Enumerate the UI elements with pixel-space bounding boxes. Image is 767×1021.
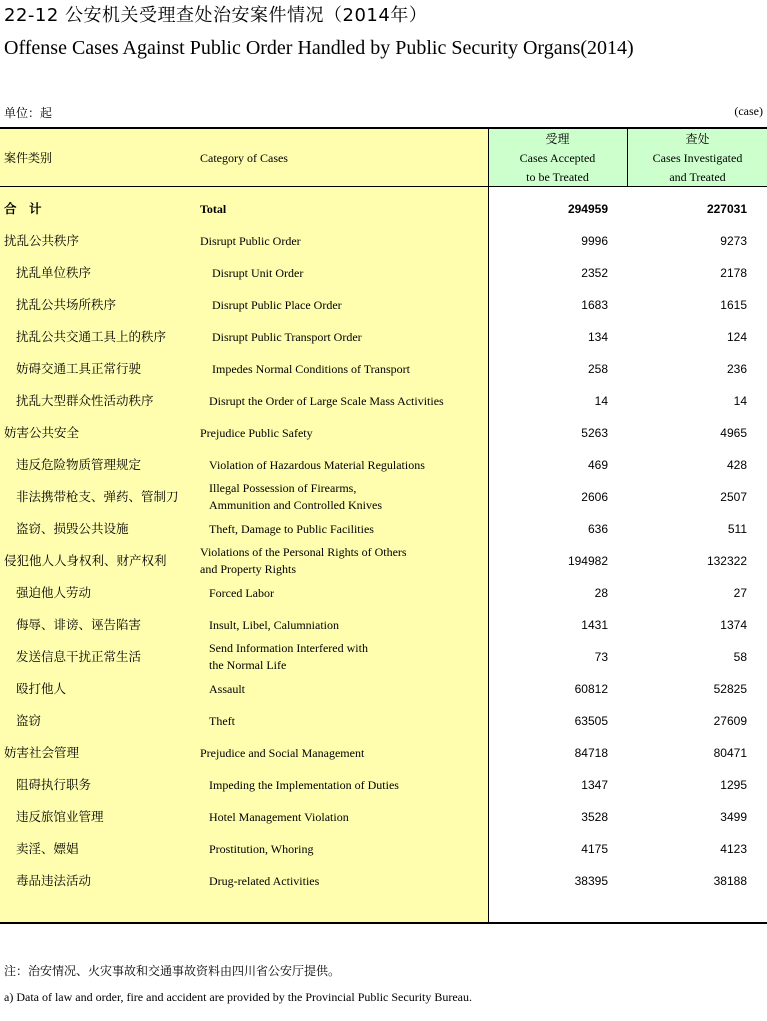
category-english: Assault xyxy=(209,681,245,696)
category-english: Drug-related Activities xyxy=(209,873,320,888)
cases-accepted-value: 63505 xyxy=(574,714,608,728)
cases-accepted-value: 9996 xyxy=(581,234,608,248)
page-title-chinese: 22-12 公安机关受理查处治安案件情况（2014年） xyxy=(4,5,428,26)
unit-label-chinese: 单位：起 xyxy=(4,106,53,120)
category-english: Disrupt the Order of Large Scale Mass Activities xyxy=(209,393,444,408)
footnote-english: a) Data of law and order, fire and accident are provided by the Provincial Public Security Bureau. xyxy=(4,990,473,1004)
category-chinese: 强迫他人劳动 xyxy=(16,585,92,600)
cases-table xyxy=(0,127,767,924)
cases-accepted-value: 194982 xyxy=(567,554,608,568)
table-row xyxy=(0,385,767,417)
cases-accepted-value: 14 xyxy=(594,394,608,408)
category-english: Disrupt Public Order xyxy=(200,233,301,248)
header-treated-english-1: Cases Investigated xyxy=(652,151,743,165)
cases-treated-value: 236 xyxy=(726,362,747,376)
cases-treated-value: 132322 xyxy=(706,554,747,568)
header-treated-english-2: and Treated xyxy=(669,170,726,184)
table-row xyxy=(0,833,767,865)
table-row xyxy=(0,193,767,225)
category-chinese: 侮辱、诽谤、诬告陷害 xyxy=(16,617,142,632)
category-english: Forced Labor xyxy=(209,585,274,600)
category-chinese: 合 计 xyxy=(4,201,42,216)
cases-treated-value: 27 xyxy=(733,586,747,600)
cases-accepted-value: 469 xyxy=(587,458,608,472)
cases-treated-value: 428 xyxy=(726,458,747,472)
cases-accepted-value: 2606 xyxy=(581,490,608,504)
cases-accepted-value: 60812 xyxy=(574,682,608,696)
table-row xyxy=(0,769,767,801)
category-chinese: 卖淫、嫖娼 xyxy=(16,841,79,856)
cases-accepted-value: 2352 xyxy=(581,266,608,280)
cases-accepted-value: 258 xyxy=(587,362,608,376)
cases-treated-value: 227031 xyxy=(706,202,747,216)
category-chinese: 盗窃、损毁公共设施 xyxy=(16,521,129,536)
header-accepted-english-2: to be Treated xyxy=(526,170,589,184)
cases-accepted-value: 1347 xyxy=(581,778,608,792)
category-chinese: 毒品违法活动 xyxy=(16,873,92,888)
cases-treated-value: 2178 xyxy=(720,266,747,280)
table-row xyxy=(0,481,767,513)
cases-accepted-value: 5263 xyxy=(581,426,608,440)
header-category-chinese: 案件类别 xyxy=(4,151,53,165)
category-chinese: 妨害公共安全 xyxy=(4,425,80,440)
header-category-english: Category of Cases xyxy=(200,151,288,165)
category-english: Prejudice and Social Management xyxy=(200,745,365,760)
table-row xyxy=(0,545,767,577)
cases-treated-value: 1615 xyxy=(720,298,747,312)
category-chinese: 非法携带枪支、弹药、管制刀 xyxy=(16,489,179,504)
category-english: Illegal Possession of Firearms, Ammunition and Controlled Knives xyxy=(209,481,382,512)
cases-accepted-value: 73 xyxy=(594,650,608,664)
table-row xyxy=(0,641,767,673)
table-row xyxy=(0,321,767,353)
cases-treated-value: 4965 xyxy=(720,426,747,440)
category-chinese: 殴打他人 xyxy=(16,681,67,696)
table-row xyxy=(0,225,767,257)
category-chinese: 扰乱单位秩序 xyxy=(16,265,92,280)
cases-treated-value: 3499 xyxy=(720,810,747,824)
table-row xyxy=(0,289,767,321)
footnote-chinese: 注：治安情况、火灾事故和交通事故资料由四川省公安厅提供。 xyxy=(4,964,341,978)
category-english: Theft, Damage to Public Facilities xyxy=(209,521,374,536)
table-row xyxy=(0,705,767,737)
unit-label-english: (case) xyxy=(734,104,763,118)
cases-treated-value: 9273 xyxy=(720,234,747,248)
cases-treated-value: 14 xyxy=(733,394,747,408)
table-row xyxy=(0,353,767,385)
cases-accepted-value: 1683 xyxy=(581,298,608,312)
table-row xyxy=(0,257,767,289)
table-row xyxy=(0,513,767,545)
category-english: Hotel Management Violation xyxy=(209,809,349,824)
cases-treated-value: 124 xyxy=(726,330,747,344)
cases-accepted-value: 84718 xyxy=(574,746,608,760)
table-row xyxy=(0,801,767,833)
category-english: Theft xyxy=(209,713,235,728)
cases-accepted-value: 134 xyxy=(587,330,608,344)
category-english: Disrupt Unit Order xyxy=(212,265,304,280)
cases-accepted-value: 4175 xyxy=(581,842,608,856)
cases-treated-value: 38188 xyxy=(713,874,747,888)
cases-treated-value: 4123 xyxy=(720,842,747,856)
table-row xyxy=(0,609,767,641)
category-chinese: 妨碍交通工具正常行驶 xyxy=(16,361,142,376)
category-english: Send Information Interfered with the Normal Life xyxy=(209,641,368,672)
category-english: Prejudice Public Safety xyxy=(200,425,313,440)
category-chinese: 违反旅馆业管理 xyxy=(16,809,104,824)
category-chinese: 违反危险物质管理规定 xyxy=(16,457,142,472)
cases-treated-value: 1374 xyxy=(720,618,747,632)
cases-treated-value: 1295 xyxy=(720,778,747,792)
table-row xyxy=(0,449,767,481)
cases-treated-value: 80471 xyxy=(713,746,747,760)
table-row xyxy=(0,673,767,705)
cases-accepted-value: 38395 xyxy=(574,874,608,888)
table-row xyxy=(0,865,767,897)
category-chinese: 扰乱公共秩序 xyxy=(4,233,80,248)
category-chinese: 妨害社会管理 xyxy=(4,745,80,760)
header-treated-chinese: 查处 xyxy=(685,132,710,146)
table-row xyxy=(0,577,767,609)
category-english: Disrupt Public Transport Order xyxy=(212,329,362,344)
cases-treated-value: 2507 xyxy=(720,490,747,504)
category-english: Prostitution, Whoring xyxy=(209,841,314,856)
table-row xyxy=(0,417,767,449)
cases-treated-value: 27609 xyxy=(713,714,747,728)
header-accepted-english-1: Cases Accepted xyxy=(519,151,596,165)
category-english: Violation of Hazardous Material Regulations xyxy=(209,457,425,472)
cases-treated-value: 511 xyxy=(727,522,747,536)
category-chinese: 扰乱大型群众性活动秩序 xyxy=(16,393,154,408)
header-accepted xyxy=(488,130,627,187)
cases-accepted-value: 1431 xyxy=(581,618,608,632)
cases-treated-value: 52825 xyxy=(713,682,747,696)
page-title-english: Offense Cases Against Public Order Handled by Public Security Organs(2014) xyxy=(4,37,634,59)
category-chinese: 阻碍执行职务 xyxy=(16,777,92,792)
category-english: Disrupt Public Place Order xyxy=(212,297,342,312)
header-accepted-chinese: 受理 xyxy=(545,132,570,146)
category-chinese: 扰乱公共场所秩序 xyxy=(16,297,117,312)
category-chinese: 侵犯他人人身权利、财产权利 xyxy=(4,553,167,568)
category-english: Impeding the Implementation of Duties xyxy=(209,777,399,792)
cases-accepted-value: 636 xyxy=(587,522,608,536)
category-chinese: 扰乱公共交通工具上的秩序 xyxy=(16,329,167,344)
cases-treated-value: 58 xyxy=(733,650,747,664)
category-chinese: 发送信息干扰正常生活 xyxy=(16,649,142,664)
category-english: Violations of the Personal Rights of Others and Property Rights xyxy=(200,545,407,576)
cases-accepted-value: 294959 xyxy=(567,202,608,216)
header-treated xyxy=(628,130,767,187)
category-english: Total xyxy=(200,201,227,216)
category-english: Insult, Libel, Calumniation xyxy=(209,617,339,632)
cases-accepted-value: 28 xyxy=(594,586,608,600)
category-english: Impedes Normal Conditions of Transport xyxy=(212,361,410,376)
category-chinese: 盗窃 xyxy=(16,713,42,728)
cases-accepted-value: 3528 xyxy=(581,810,608,824)
table-row xyxy=(0,737,767,769)
